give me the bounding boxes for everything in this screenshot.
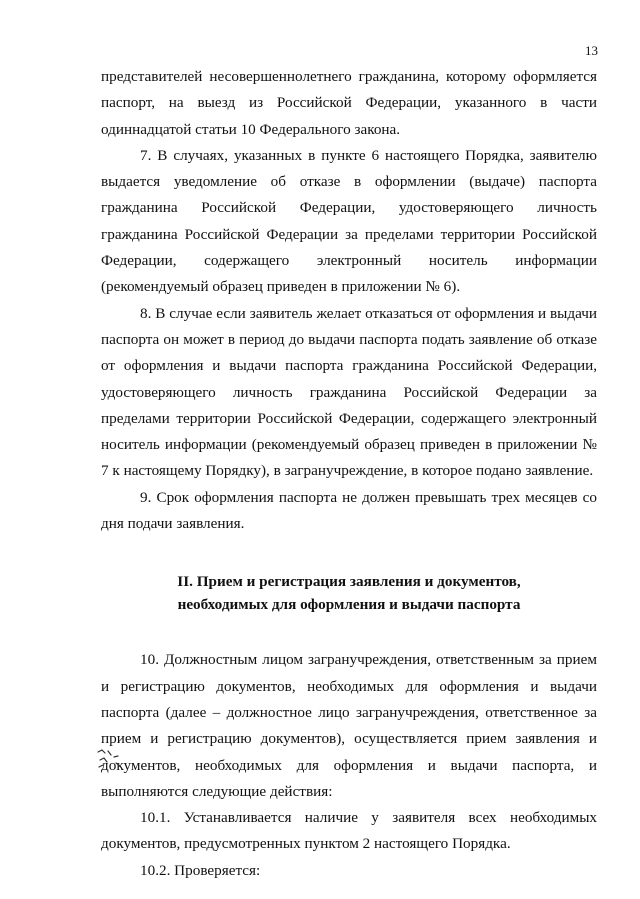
- paragraph-9: 9. Срок оформления паспорта не должен превышать трех месяцев со дня подачи заявления.: [101, 488, 597, 533]
- paragraph-10: 10. Должностным лицом загранучреждения, ответственным за прием и регистрацию документов, необходимых для оформления и выдачи паспорта (далее – должностное лицо загранучреждения, ответственное за прием и регистрацию документов), осуществляется прием заявления и документов, необходимых для оформления и выдачи паспорта, и выполняются следующие действия:: [101, 651, 597, 800]
- section-heading-line-2: необходимых для оформления и выдачи паспорта: [177, 595, 521, 613]
- scan-artifact-mark: [96, 748, 126, 770]
- paragraph-continuation: представителей несовершеннолетнего гражданина, которому оформляется паспорт, на выезд из Российской Федерации, указанного в части одиннадцатой статьи 10 Федерального закона.: [101, 68, 597, 138]
- section-heading: [101, 571, 597, 616]
- paragraph-10-1: 10.1. Устанавливается наличие у заявителя всех необходимых документов, предусмотренных пунктом 2 настоящего Порядка.: [101, 809, 597, 853]
- document-body: [101, 64, 597, 884]
- paragraph-7: 7. В случаях, указанных в пункте 6 настоящего Порядка, заявителю выдается уведомление об отказе в оформлении (выдаче) паспорта гражданина Российской Федерации, удостоверяющего личность гражданина Российской Федерации за пределами территории Российской Федерации, содержащего электронный носитель информации (рекомендуемый образец приведен в приложении № 6).: [101, 146, 597, 296]
- paragraph-10-2: 10.2. Проверяется:: [140, 861, 261, 879]
- page-number: 13: [585, 43, 598, 58]
- section-heading-line-1: II. Прием и регистрация заявления и документов,: [177, 573, 521, 591]
- paragraph-8: 8. В случае если заявитель желает отказаться от оформления и выдачи паспорта он может в период до выдачи паспорта подать заявление об отказе от оформления и выдачи паспорта гражданина Российской Федерации, удостоверяющего личность гражданина Российской Федерации за пределами территории Российской Федерации, содержащего электронный носитель информации (рекомендуемый образец приведен в приложении № 7 к настоящему Порядку), в загранучреждение, в которое подано заявление.: [101, 304, 597, 480]
